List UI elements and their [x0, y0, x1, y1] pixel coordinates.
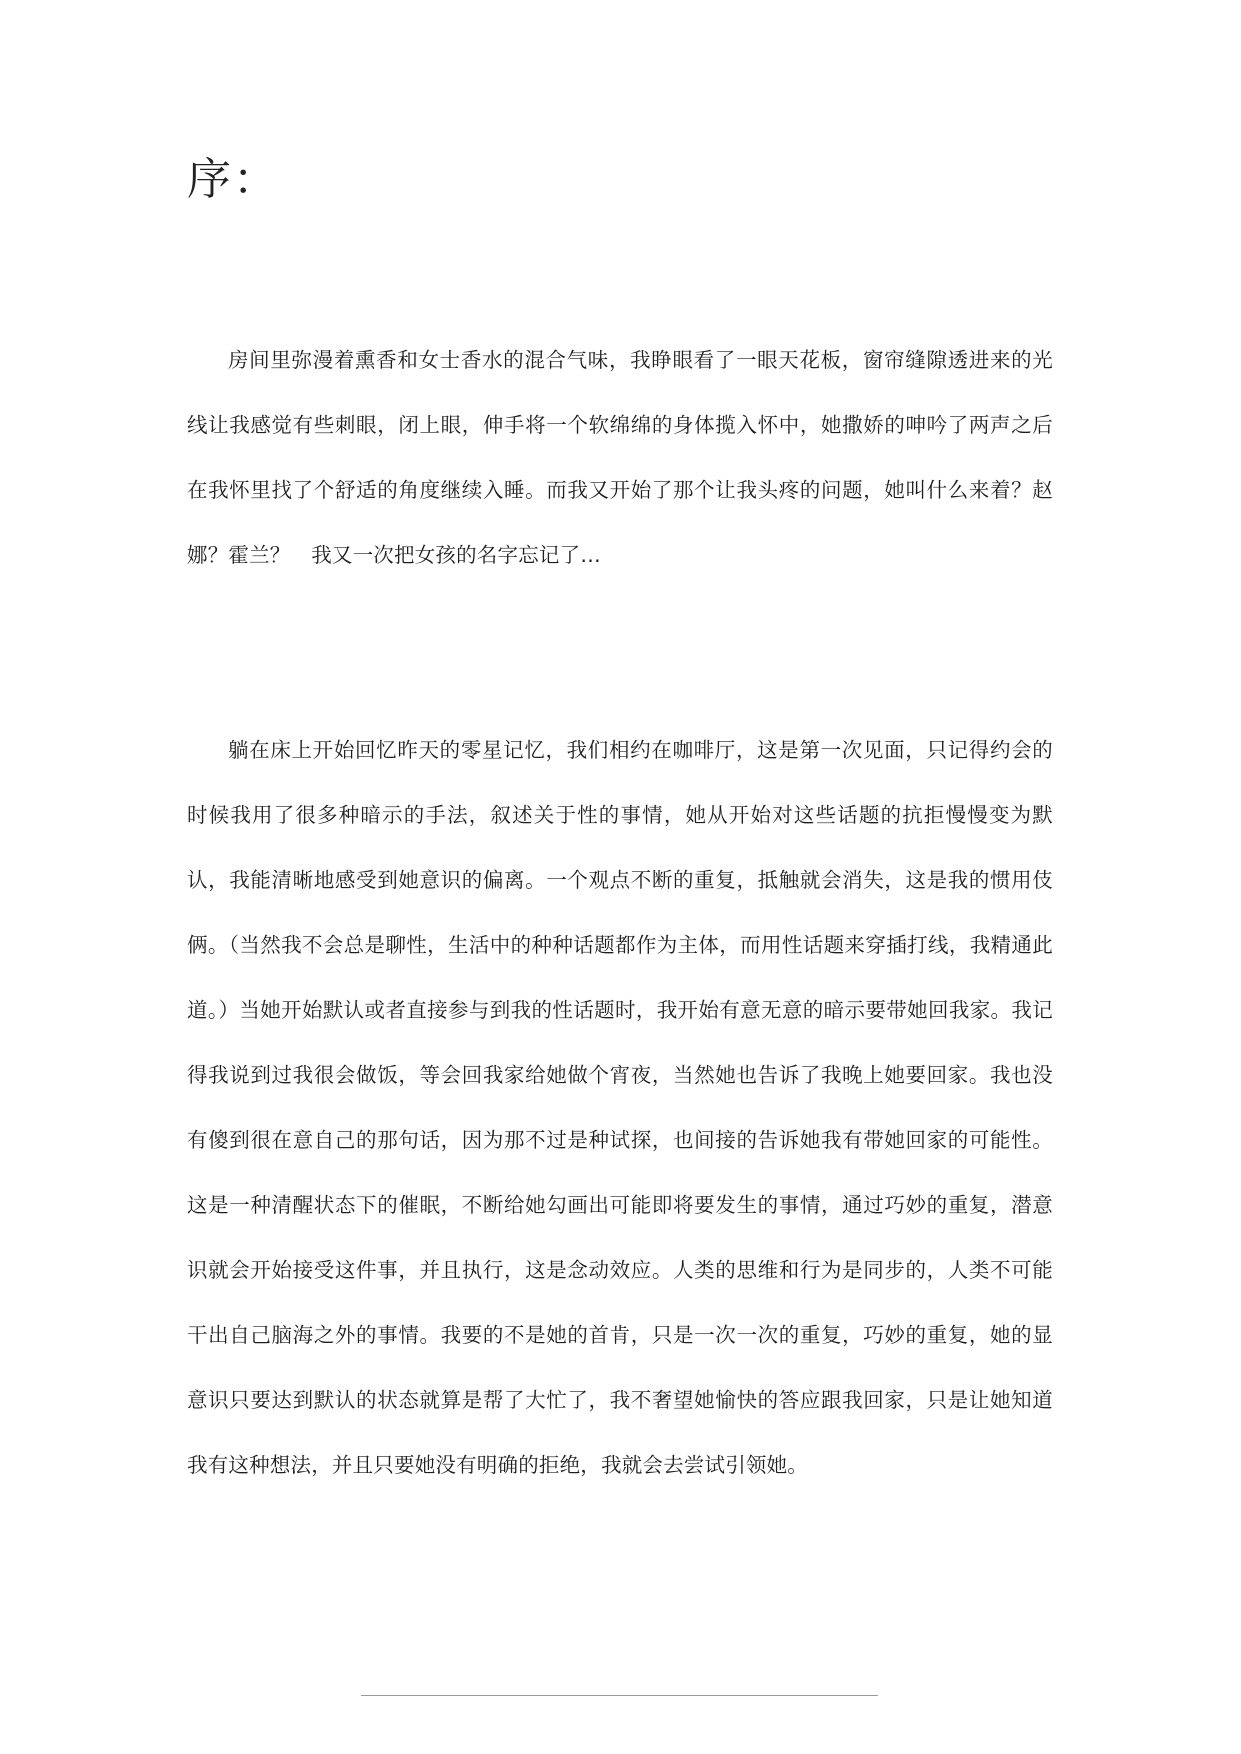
page-title: 序： [187, 154, 279, 205]
paragraph-1: 房间里弥漫着熏香和女士香水的混合气味，我睁眼看了一眼天花板，窗帘缝隙透进来的光线让我感觉有些刺眼，闭上眼，伸手将一个软绵绵的身体揽入怀中，她撒娇的呻吟了两声之后在我怀里找了个舒适的角度继续入睡。而我又开始了那个让我头疼的问题，她叫什么来着？赵娜？霍兰？ 我又一次把女孩的名字忘记了… [187, 348, 1053, 567]
paragraph-2: 躺在床上开始回忆昨天的零星记忆，我们相约在咖啡厅，这是第一次见面，只记得约会的时候我用了很多种暗示的手法，叙述关于性的事情，她从开始对这些话题的抗拒慢慢变为默认，我能清晰地感受到她意识的偏离。一个观点不断的重复，抵触就会消失，这是我的惯用伎俩。（当然我不会总是聊性，生活中的种种话题都作为主体，而用性话题来穿插打线，我精通此道。）当她开始默认或者直接参与到我的性话题时，我开始有意无意的暗示要带她回我家。我记得我说到过我很会做饭，等会回我家给她做个宵夜，当然她也告诉了我晚上她要回家。我也没有傻到很在意自己的那句话，因为那不过是种试探，也间接的告诉她我有带她回家的可能性。这是一种清醒状态下的催眠，不断给她勾画出可能即将要发生的事情，通过巧妙的重复，潜意识就会开始接受这件事，并且执行，这是念动效应。人类的思维和行为是同步的，人类不可能干出自己脑海之外的事情。我要的不是她的首肯，只是一次一次的重复，巧妙的重复，她的显意识只要达到默认的状态就算是帮了大忙了，我不奢望她愉快的答应跟我回家，只是让她知道我有这种想法，并且只要她没有明确的拒绝，我就会去尝试引领她。 [187, 738, 1053, 1477]
footer-divider [361, 1695, 878, 1696]
